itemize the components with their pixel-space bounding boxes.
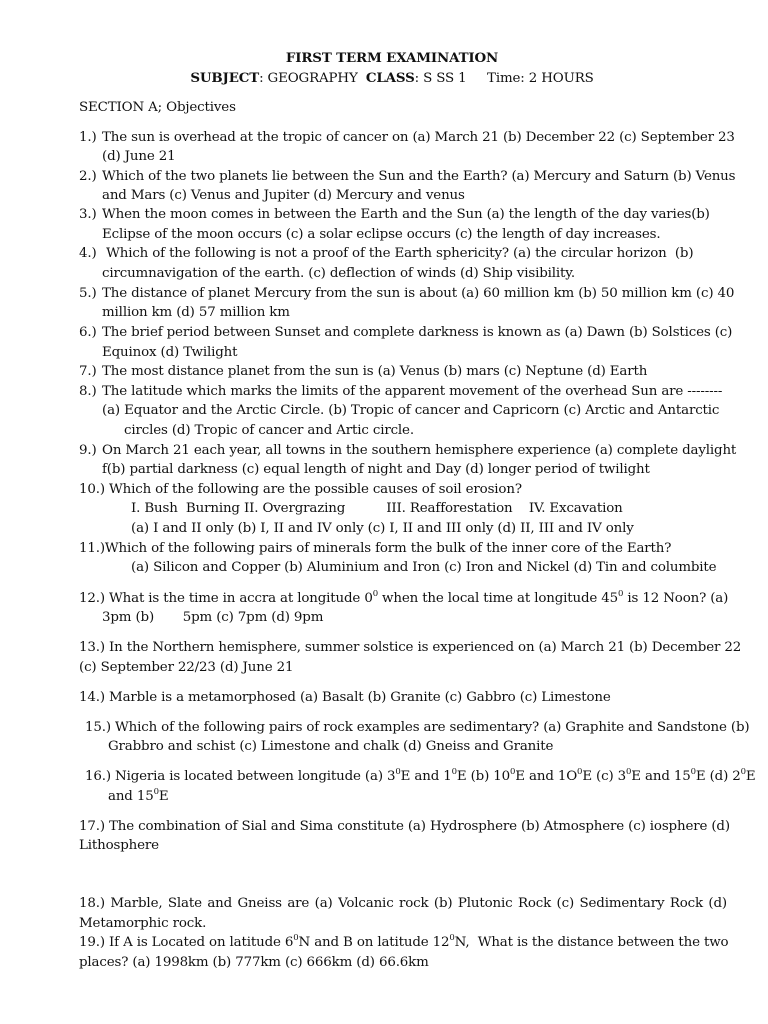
question-text: 11.)Which of the following pairs of minerals form the bulk of the inner core of the Earth? [79,541,672,556]
question-number: 5.) [79,286,97,301]
text-part: N, What is the distance between the two [454,935,729,950]
text-part: E and 1O [515,769,578,784]
question-number: 2.) [79,169,97,184]
question-number: 3.) [79,207,97,222]
question-text: The brief period between Sunset and complete darkness is known as (a) Dawn (b) Solstices (c) [102,325,733,340]
subject-label: SUBJECT [190,70,260,86]
question-options: I. Bush Burning II. Overgrazing III. Reafforestation IV. Excavation [131,501,623,516]
text-part: E (b) 10 [456,769,511,784]
subject-line [8,69,768,88]
subject-value: : GEOGRAPHY [259,71,366,86]
question-text: The latitude which marks the limits of the apparent movement of the overhead Sun are -------- [102,384,723,399]
question-text: (a) Equator and the Arctic Circle. (b) Tropic of cancer and Capricorn (c) Arctic and Antarctic [102,403,720,418]
question-text: (c) September 22/23 (d) June 21 [79,660,294,675]
question-text: f(b) partial darkness (c) equal length of night and Day (d) longer period of twilight [102,462,650,477]
question-text: Which of the two planets lie between the Sun and the Earth? (a) Mercury and Saturn (b) Venus [102,169,736,184]
question-text: and Mars (c) Venus and Jupiter (d) Mercury and venus [102,188,465,203]
class-value: : S SS 1 Time: 2 HOURS [414,71,594,86]
question-text: On March 21 each year, all towns in the southern hemisphere experience (a) complete daylight [102,443,737,458]
question-text: The sun is overhead at the tropic of cancer on (a) March 21 (b) December 22 (c) September 23 [102,130,735,145]
question-text: 17.) The combination of Sial and Sima constitute (a) Hydrosphere (b) Atmosphere (c) iosphere (d) [79,819,730,834]
text-part: when the local time at longitude 45 [377,591,619,606]
degree-superscript: 0 [395,767,401,777]
question-number: 8.) [79,384,97,399]
text-part: E and 15 [631,769,691,784]
question-text: When the moon comes in between the Earth and the Sun (a) the length of the day varies(b) [102,207,710,222]
text-part: N and B on latitude 12 [298,935,450,950]
question-text [108,788,168,806]
degree-superscript: 0 [372,589,378,599]
question-number: 9.) [79,443,97,458]
question-number: 7.) [79,364,97,379]
question-text: 14.) Marble is a metamorphosed (a) Basalt (b) Granite (c) Gabbro (c) Limestone [79,690,611,705]
degree-superscript: 0 [618,589,624,599]
exam-title: FIRST TERM EXAMINATION [285,50,499,66]
question-text: Which of the following is not a proof of the Earth sphericity? (a) the circular horizon (b) [102,246,694,261]
question-text: circumnavigation of the earth. (c) deflection of winds (d) Ship visibility. [102,266,576,281]
degree-superscript: 0 [690,767,696,777]
question-text: 10.) Which of the following are the possible causes of soil erosion? [79,482,522,497]
text-part: E (c) 3 [582,769,627,784]
question-text [79,590,728,608]
question-text: (d) June 21 [102,149,176,164]
degree-superscript: 0 [510,767,516,777]
text-part: is 12 Noon? (a) [623,591,729,606]
question-text: Eclipse of the moon occurs (c) a solar eclipse occurs (c) the length of day increases. [102,227,661,242]
question-text: The most distance planet from the sun is (a) Venus (b) mars (c) Neptune (d) Earth [102,364,648,379]
question-text: 3pm (b) 5pm (c) 7pm (d) 9pm [102,610,324,625]
question-text: The distance of planet Mercury from the sun is about (a) 60 million km (b) 50 million km (c) 40 [102,286,735,301]
question-text: Lithosphere [79,838,159,853]
text-part: E (d) 2 [695,769,741,784]
section-title: SECTION A; Objectives [79,100,236,115]
text-part: E [745,769,756,784]
question-text: Metamorphic rock. [79,916,207,931]
question-text [85,768,756,786]
question-number: 6.) [79,325,97,340]
degree-superscript: 0 [449,933,455,943]
degree-superscript: 0 [740,767,746,777]
question-options: (a) I and II only (b) I, II and IV only (c) I, II and III only (d) II, III and IV only [131,521,634,536]
question-text: places? (a) 1998km (b) 777km (c) 666km (d) 66.6km [79,955,429,970]
question-text: 15.) Which of the following pairs of rock examples are sedimentary? (a) Graphite and Sandstone (b) [85,720,750,735]
text-part: E and 1 [400,769,452,784]
question-number: 1.) [79,130,97,145]
question-text: circles (d) Tropic of cancer and Artic circle. [124,423,414,438]
question-number: 4.) [79,246,97,261]
degree-superscript: 0 [451,767,457,777]
question-text: 18.) Marble, Slate and Gneiss are (a) Volcanic rock (b) Plutonic Rock (c) Sedimentary Rock (d) [79,896,727,911]
degree-superscript: 0 [293,933,299,943]
degree-superscript: 0 [626,767,632,777]
degree-superscript: 0 [577,767,583,777]
text-part: 12.) What is the time in accra at longitude 0 [79,591,373,606]
text-part: and 15 [108,789,154,804]
text-part: 16.) Nigeria is located between longitude (a) 3 [85,769,396,784]
question-text: million km (d) 57 million km [102,305,290,320]
question-text: 13.) In the Northern hemisphere, summer solstice is experienced on (a) March 21 (b) December 22 [79,640,742,655]
question-text [79,934,728,952]
text-part: E [158,789,169,804]
question-options: (a) Silicon and Copper (b) Aluminium and Iron (c) Iron and Nickel (d) Tin and columbite [131,560,717,575]
degree-superscript: 0 [153,787,159,797]
question-text: Grabbro and schist (c) Limestone and chalk (d) Gneiss and Granite [108,739,554,754]
question-text: Equinox (d) Twilight [102,345,238,360]
text-part: 19.) If A is Located on latitude 6 [79,935,294,950]
class-label: CLASS [365,70,415,86]
